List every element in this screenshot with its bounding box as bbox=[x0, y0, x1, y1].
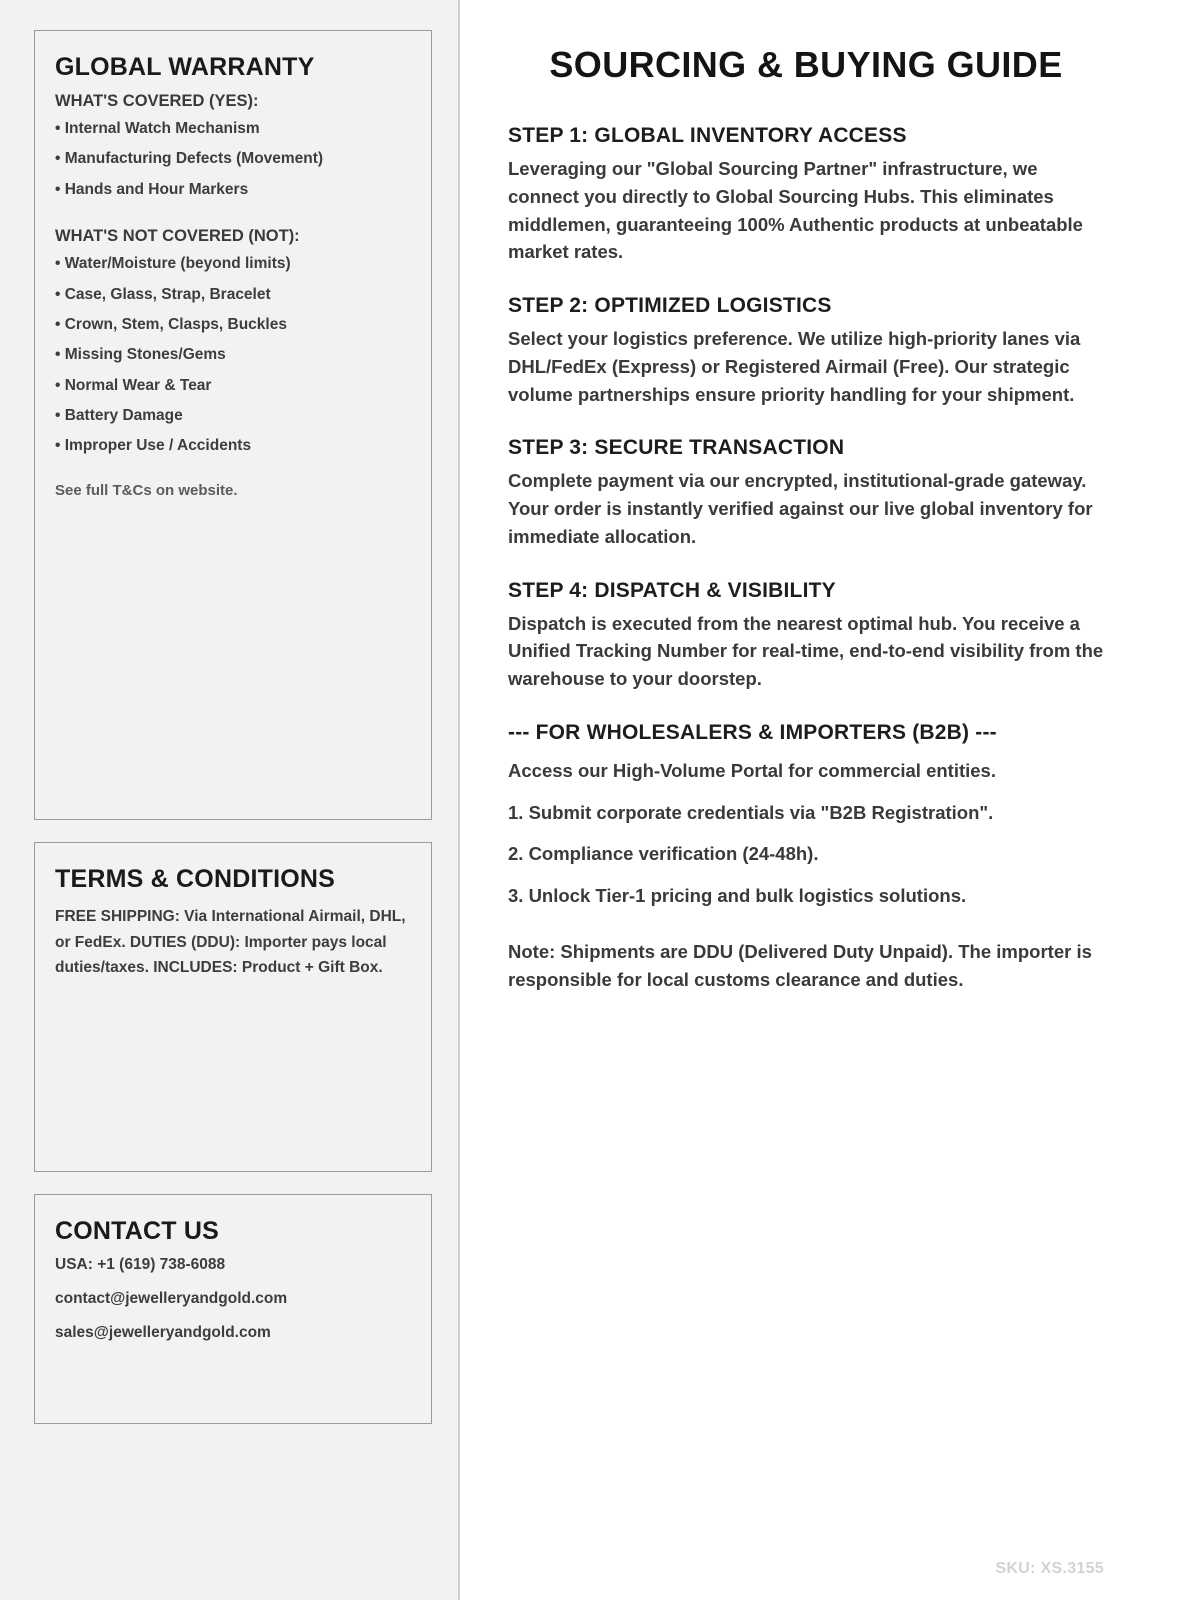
main-content bbox=[460, 0, 1200, 1600]
warranty-not-covered-item: • Improper Use / Accidents bbox=[55, 437, 252, 455]
step-1-heading: STEP 1: GLOBAL INVENTORY ACCESS bbox=[508, 124, 907, 147]
step-2-heading: STEP 2: OPTIMIZED LOGISTICS bbox=[508, 294, 832, 317]
left-sidebar bbox=[0, 0, 460, 1600]
contact-us-panel bbox=[34, 1194, 432, 1424]
warranty-not-covered-item: • Water/Moisture (beyond limits) bbox=[55, 255, 291, 273]
warranty-not-covered-item: • Crown, Stem, Clasps, Buckles bbox=[55, 315, 287, 333]
contact-phone[interactable]: USA: +1 (619) 738-6088 bbox=[55, 1256, 226, 1273]
warranty-not-covered-item: • Battery Damage bbox=[55, 407, 183, 424]
step-3-heading: STEP 3: SECURE TRANSACTION bbox=[508, 436, 845, 460]
global-warranty-panel bbox=[34, 30, 432, 820]
step-1-body: Leveraging our "Global Sourcing Partner" infrastructure, we connect you directly to Global Sourcing Hubs. This eliminates middlemen, guaranteeing 100% Authentic products at unbeatable market rates. bbox=[508, 158, 1083, 263]
warranty-not-covered-item: • Case, Glass, Strap, Bracelet bbox=[55, 285, 271, 303]
warranty-not-covered-item: • Missing Stones/Gems bbox=[55, 346, 226, 364]
contact-email-sales[interactable]: sales@jewelleryandgold.com bbox=[55, 1324, 271, 1341]
step-4-heading: STEP 4: DISPATCH & VISIBILITY bbox=[508, 578, 836, 602]
b2b-step-3: 3. Unlock Tier-1 pricing and bulk logistics solutions. bbox=[508, 885, 967, 906]
warranty-covered-item: • Internal Watch Mechanism bbox=[55, 120, 260, 137]
b2b-step-2: 2. Compliance verification (24-48h). bbox=[508, 843, 819, 865]
warranty-not-covered-heading: WHAT'S NOT COVERED (NOT): bbox=[55, 227, 300, 246]
terms-body: FREE SHIPPING: Via International Airmail, DHL, or FedEx. DUTIES (DDU): Importer pays local duties/taxes. INCLUDES: Product + Gift Box. bbox=[55, 908, 406, 977]
page-title: SOURCING & BUYING GUIDE bbox=[549, 44, 1063, 85]
step-2-body: Select your logistics preference. We utilize high-priority lanes via DHL/FedEx (Express) or Registered Airmail (Free). Our strategic volume partnerships ensure priority handling for your shipment. bbox=[508, 328, 1081, 405]
b2b-heading: --- FOR WHOLESALERS & IMPORTERS (B2B) --- bbox=[508, 720, 997, 744]
terms-and-conditions-panel bbox=[34, 842, 432, 1172]
warranty-covered-heading: WHAT'S COVERED (YES): bbox=[55, 92, 259, 110]
b2b-step-1: 1. Submit corporate credentials via "B2B Registration". bbox=[508, 801, 994, 823]
step-3-body: Complete payment via our encrypted, institutional-grade gateway. Your order is instantly verified against our live global inventory for immediate allocation. bbox=[508, 470, 1093, 547]
step-4-body: Dispatch is executed from the nearest optimal hub. You receive a Unified Tracking Number for real-time, end-to-end visibility from the warehouse to your doorstep. bbox=[508, 612, 1104, 689]
sku-label: SKU: XS.3155 bbox=[995, 1560, 1104, 1577]
warranty-not-covered-item: • Normal Wear & Tear bbox=[55, 376, 212, 394]
warranty-footnote: See full T&Cs on website. bbox=[55, 481, 238, 499]
terms-title: TERMS & CONDITIONS bbox=[55, 865, 335, 893]
contact-title: CONTACT US bbox=[55, 1217, 220, 1245]
warranty-covered-item: • Hands and Hour Markers bbox=[55, 180, 249, 198]
warranty-title: GLOBAL WARRANTY bbox=[55, 53, 315, 81]
b2b-intro: Access our High-Volume Portal for commercial entities. bbox=[508, 759, 996, 781]
contact-email-primary[interactable]: contact@jewelleryandgold.com bbox=[55, 1290, 288, 1307]
warranty-covered-item: • Manufacturing Defects (Movement) bbox=[55, 150, 324, 168]
b2b-note: Note: Shipments are DDU (Delivered Duty Unpaid). The importer is responsible for local customs clearance and duties. bbox=[508, 940, 1092, 990]
